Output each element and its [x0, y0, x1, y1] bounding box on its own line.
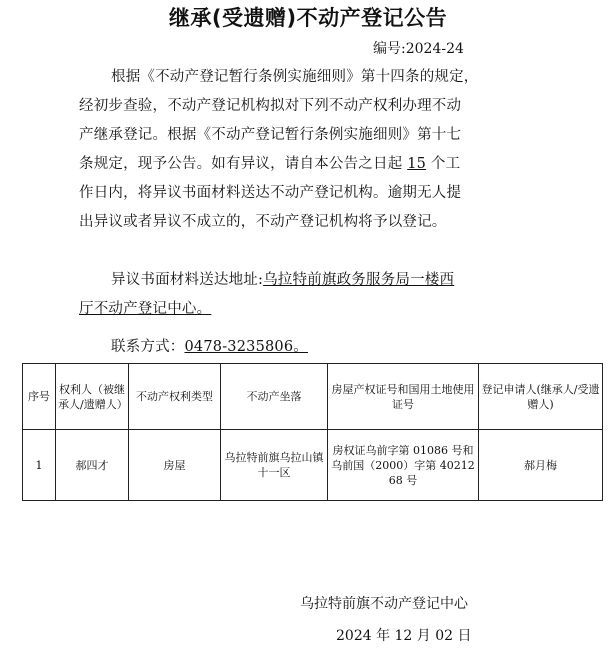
body-line-4-pre: 条规定，现予公告。如有异议，请自本公告之日起 — [79, 156, 408, 172]
body-line-2: 经初步查验，不动产登记机构拟对下列不动产权利办理不动 — [79, 98, 462, 114]
address-line-2 — [79, 295, 529, 324]
address-label: 异议书面材料送达地址: — [111, 272, 264, 288]
body-line-5: 作日内，将异议书面材料送达不动产登记机构。逾期无人提 — [79, 185, 462, 201]
header-cell-no: 序号 — [23, 364, 56, 430]
header-cell-certificate: 房屋产权证号和国用土地使用证号 — [328, 364, 479, 430]
row-cell-certificate: 房权证乌前字第 01086 号和乌前国（2000）字第 4021268 号 — [328, 430, 479, 501]
registration-table — [22, 363, 603, 501]
body-line-4-post: 个工 — [426, 156, 461, 172]
row-cell-applicant: 郝月梅 — [479, 430, 603, 501]
body-line-1: 根据《不动产登记暂行条例实施细则》第十四条的规定， — [111, 69, 479, 85]
address-value-1: 乌拉特前旗政务服务局一楼西 — [263, 272, 455, 288]
notice-title: 继承(受遗赠)不动产登记公告 — [168, 6, 448, 30]
header-cell-right-holder: 权利人（被继承人/遗赠人） — [56, 364, 129, 430]
header-cell-applicant: 登记申请人(继承人/受遗赠人) — [479, 364, 603, 430]
row-cell-right-type: 房屋 — [129, 430, 221, 501]
table-row — [23, 430, 603, 501]
issuing-organization: 乌拉特前旗不动产登记中心 — [300, 596, 468, 612]
issue-date: 2024 年 12 月 02 日 — [336, 628, 472, 644]
row-cell-right-holder: 郝四才 — [56, 430, 129, 501]
contact-phone: 0478-3235806。 — [184, 339, 308, 355]
address-value-2: 厅不动产登记中心。 — [79, 301, 212, 317]
document-number: 编号:2024-24 — [373, 41, 464, 57]
address-line-1 — [111, 266, 561, 295]
objection-days: 15 — [407, 156, 427, 172]
header-cell-right-type: 不动产权利类型 — [129, 364, 221, 430]
body-line-6: 出异议或者异议不成立的，不动产登记机构将予以登记。 — [79, 214, 447, 230]
header-cell-location: 不动产坐落 — [221, 364, 328, 430]
row-cell-location: 乌拉特前旗乌拉山镇十一区 — [221, 430, 328, 501]
contact-line — [111, 333, 561, 362]
contact-label: 联系方式： — [111, 339, 185, 355]
table-header-row — [23, 364, 603, 430]
body-line-4 — [79, 150, 529, 179]
body-line-3: 产继承登记。根据《不动产登记暂行条例实施细则》第十七 — [79, 127, 462, 143]
row-cell-no: 1 — [23, 430, 56, 501]
